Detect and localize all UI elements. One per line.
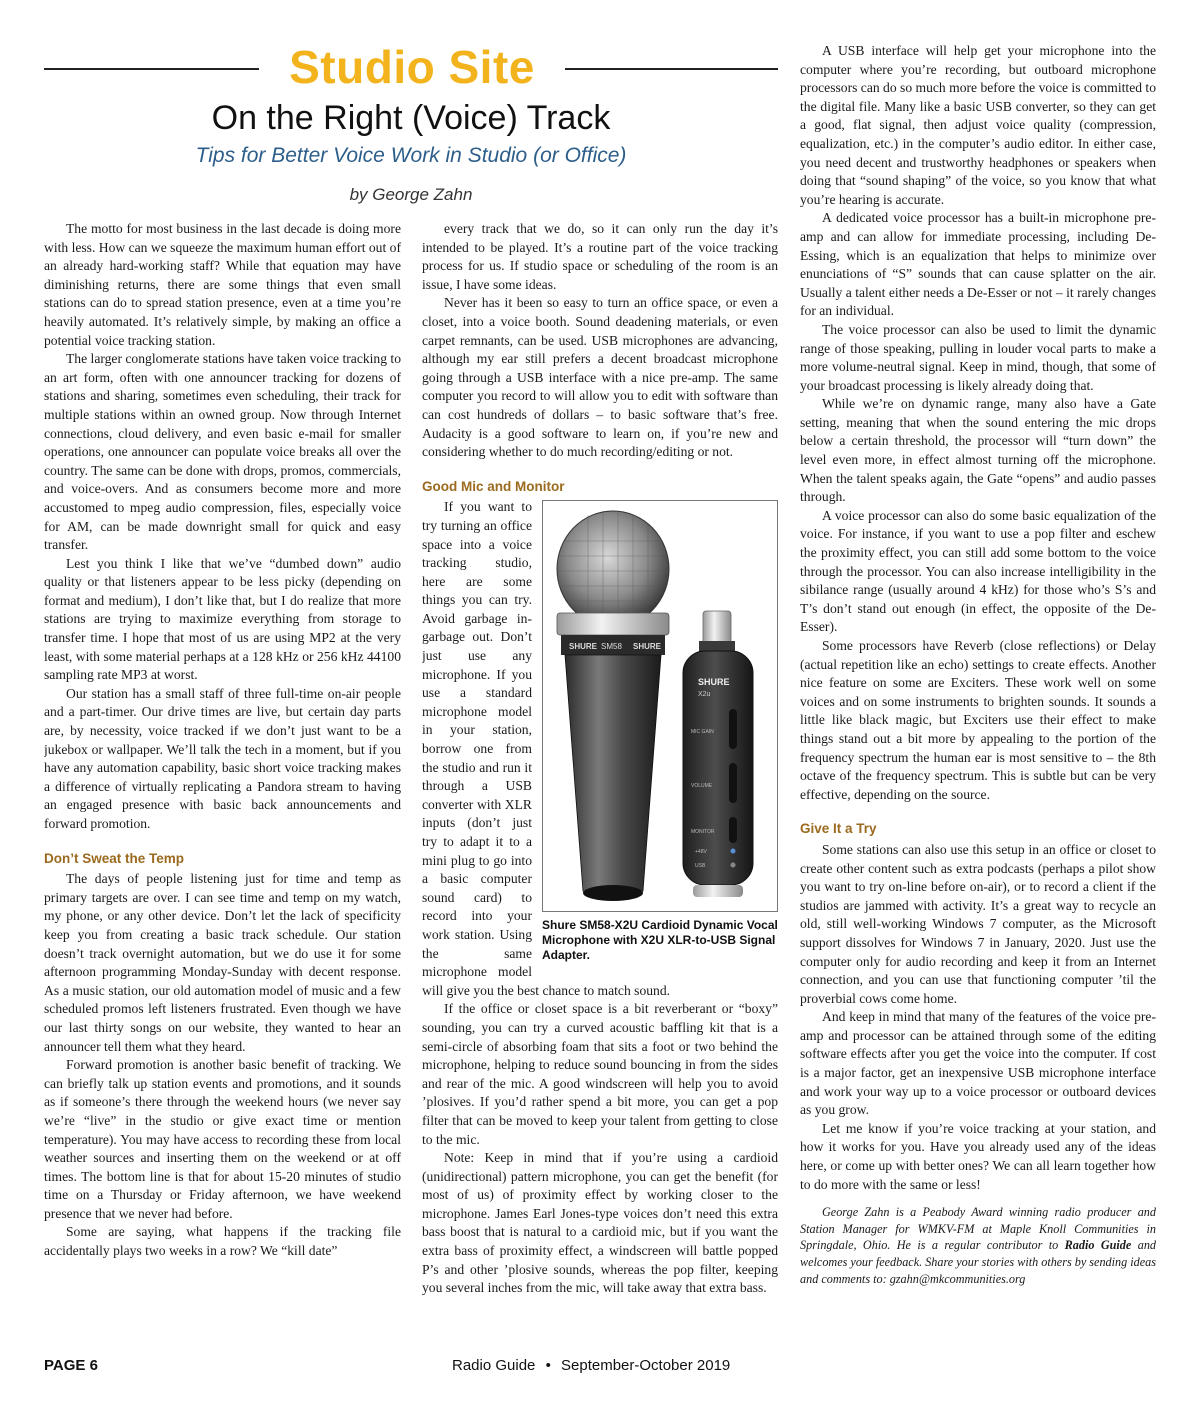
paragraph: A voice processor can also do some basic equalization of the voice. For instance, if you want to use a pop filter and eschew the proximity effect, you can still add some bottom to the voice through the processor. You can also increase intelligibility in the sibilance range (usually around 4 kHz) for those who’s S’s and T’s don’t stand out enough (in effect, the opposite of the De-Esser).: [800, 507, 1156, 635]
paragraph: Let me know if you’re voice tracking at your station, and how it works for you. Have you already used any of the ideas here, or come up with better ones? We can all learn together how to do more with the same or less!: [800, 1120, 1156, 1192]
mic-gain-label: MIC GAIN: [691, 729, 714, 736]
monitor-label: MONITOR: [691, 829, 715, 836]
mic-model-label: SM58: [601, 642, 622, 652]
paragraph-text: If you want to try turning an office space into a voice tracking studio, here are some things you can try. Avoid garbage in-garbage out. Don’t just use any microphone. If you use a standard microphone model in your station, borrow one from the studio and run it through a USB converter with XLR inputs (don’t just try to adapt it to a mini plug to go into a basic computer sound card) to record into your work station. Using the same microphone model will give you the best chance to match sound.: [422, 499, 671, 998]
article-column-2: [422, 220, 778, 1352]
section-heading: Don’t Sweat the Temp: [44, 850, 185, 866]
issue-date: September-October 2019: [561, 1357, 731, 1374]
author-bio-text: [800, 1204, 1156, 1287]
article-column-1: [44, 220, 401, 1352]
section-title: Studio Site: [289, 41, 535, 93]
paragraph: The larger conglomerate stations have taken voice tracking to an art form, often with one announcer tracking for dozens of stations and sharing, sometimes even scheduling, their track for multiple stations within an owned group. Now through Internet connections, cloud delivery, and even basic e-mail for smaller operations, one announcer can populate voice breaks all over the country. The same can be done with drops, promos, commercials, and voice-overs. And as consumers become more and more accustomed to mpeg audio compression, files, especially voice for AM, can be made downright small for quick and easy transfer.: [44, 351, 401, 553]
x2u-adapter: [683, 611, 753, 897]
folio-line: [452, 1357, 772, 1374]
bio-publication-name: Radio Guide: [1064, 1238, 1132, 1253]
paragraph: While we’re on dynamic range, many also have a Gate setting, meaning that when the sound entering the mic drops below a certain threshold, the processor will “turn down” the level even more, in effect almost turning off the microphone. When the talent speaks again, the Gate “opens” and audio passes through.: [800, 396, 1156, 505]
paragraph: Some processors have Reverb (close reflections) or Delay (actual repetition like an echo) settings to create effects. Another nice feature on some are Exciters. These work well on some voices and on some instruments to brighten sounds. It sounds a little like black magic, but Exciters use their effect to make things stand out a bit more by appealing to the portion of the frequency spectrum the human ear is most sensitive to – the 8th octave of the frequency spectrum. This is subtle but can be very effective, depending on the source.: [800, 638, 1156, 802]
author-bio: [800, 1204, 1156, 1287]
publication-name: Radio Guide: [452, 1357, 536, 1374]
bio-text-c: and welcomes your feedback. Share your stories with others by sending ideas and comments to: gzahn@mkcommunities.org: [800, 1238, 1156, 1286]
article-subhead: Tips for Better Voice Work in Studio (or Office): [195, 144, 627, 167]
usb-led-label: USB: [695, 863, 706, 870]
paragraph: The motto for most business in the last decade is doing more with less. How can we squeeze the maximum human effort out of an already hard-working staff? While that equation may have diminishing returns, there are some things that even small stations can do to spread station presence, even at a time you’re heavily automated. It’s relatively simple, by making an office a potential voice tracking station.: [44, 221, 401, 348]
paragraph: A USB interface will help get your microphone into the computer where you’re recording, but outboard microphone processors can do so much more before the voice is committed to the digital file. Many like a basic USB converter, so they can get a good, flat signal, then adjust voice quality (compression, equalization, etc.) in the computer’s audio editor. In either case, you need decent and trustworthy headphones or speakers when doing that “sound shaping” of the voice, so you know that what you’re hearing is accurate.: [800, 43, 1156, 207]
paragraph: Some stations can also use this setup in an office or closet to create other content such as extra podcasts (perhaps a pilot show you want to try on-line before on-air), or to record a client if the studios are jammed with activity. It’s a great way to recycle an old, still well-working Windows 7 computer, as the Microsoft support dissolves for Windows 7 in January, 2020. Just use the computer only for audio recording and keep it from an Internet connection, and you can use that functioning computer ’til the proverbial cows come home.: [800, 841, 1156, 1006]
section-heading: Give It a Try: [800, 821, 877, 837]
paragraph: Forward promotion is another basic benefit of tracking. We can briefly talk up station events and promotions, and it sounds as if someone’s there through the weekend hours (we never say we’re “live” in the studio or give exact time or mention temperature). You may have access to recording these from local weather sources and inserting them on the weekend or at off times. The bottom line is that for about 15-20 minutes of studio time on a Thursday or Friday afternoon, we have weekend presence that we never had before.: [44, 1057, 401, 1221]
article-column-3: [800, 42, 1156, 1352]
paragraph: A dedicated voice processor has a built-in microphone pre-amp and can allow for immediate processing, including De-Essing, which is an equalization that helps to minimize over enunciations of “S” sounds that can cause splatter on the air. Usually a talent either needs a De-Esser or not – it rarely changes for an individual.: [800, 210, 1156, 319]
usb-led-icon: [731, 863, 736, 868]
title-rule-left: [44, 68, 259, 70]
paragraph: The days of people listening just for time and temp as primary targets are over. I can see time and temp on my watch, my phone, or any other device. Don’t let the lack of specificity keep you from creating a basic track schedule. Our station doesn’t track overnight automation, but we do use it for some afternoon programming Monday-Sunday with decent response. As a music station, our old automation model of music and a few scheduled promos left listeners frustrated. Even though we have our last thirty songs on our website, they wanted to hear an announcer tell them what they heard.: [44, 871, 401, 1054]
phantom-led-icon: [731, 849, 736, 854]
paragraph: Some are saying, what happens if the tracking file accidentally plays two weeks in a row? We “kill date”: [44, 1224, 401, 1259]
folio-separator: •: [545, 1357, 551, 1374]
section-heading: Good Mic and Monitor: [422, 478, 565, 494]
adapter-model-label: X2u: [698, 691, 711, 699]
sm58-microphone: [557, 511, 669, 901]
bio-text-a: George Zahn is a Peabody Award winning radio producer and Station Manager for WMKV-FM at Maple Knoll Communities in Springdale, Ohio. He is a regular contributor to: [800, 1205, 1156, 1253]
paragraph: Our station has a small staff of three full-time on-air people and a part-timer. Our drive times are live, but certain day parts are, by necessity, voice tracked if we don’t just want to be a jukebox or wallpaper. We’ll talk the tech in a moment, but if you have any automation capability, basic short voice tracking makes a difference of virtually replicating a Pandora stream to having an engaged presence with basic back announcements and forward promotion.: [44, 685, 401, 831]
paragraph: Never has it been so easy to turn an office space, or even a closet, into a voice booth. Sound deadening materials, or even carpet remnants, can be used. USB microphones are advancing, although my ear still prefers a decent broadcast microphone going through a USB interface with a nice pre-amp. The same computer you record to will allow you to edit with software than can cost hundreds of dollars – to basic software that’s free. Audacity is a good software to learn on, if you’re new and considering whether to do much recording/editing or not.: [422, 295, 778, 460]
adapter-brand-label: SHURE: [698, 677, 730, 688]
article-headline: On the Right (Voice) Track: [211, 99, 611, 137]
phantom-led-label: +48V: [695, 849, 707, 856]
paragraph-start: [422, 498, 778, 1000]
paragraph: The voice processor can also be used to limit the dynamic range of those speaking, pulling in louder vocal parts to make a more volume-neutral signal. Keep in mind, though, that some of your broadcast processing is likely already doing that.: [800, 321, 1156, 393]
paragraph: Note: Keep in mind that if you’re using a cardioid (unidirectional) pattern microphone, you can get the benefit (for most of us) of proximity effect by working closer to the microphone. James Earl Jones-type voices don’t need this extra bass boost that is natural to a cardioid mic, but if you want the extra bass of proximity effect, a windscreen will battle popped P’s and other ’plosive sounds, whereas the pop filter, keeping you several inches from the mic, will take away that extra bass.: [422, 1150, 778, 1296]
microphone-and-adapter-illustration: [543, 501, 777, 911]
title-rule-right: [565, 68, 778, 70]
paragraph: every track that we do, so it can only run the day it’s intended to be played. It’s a routine part of the voice tracking process for us. If studio space or scheduling of the room is an issue, I have some ideas.: [422, 221, 778, 292]
volume-label: VOLUME: [691, 783, 713, 790]
product-photo-box: [542, 500, 778, 968]
article-byline: by George Zahn: [349, 185, 473, 204]
mic-brand-label-2: SHURE: [633, 642, 662, 652]
photo-caption: Shure SM58-X2U Cardioid Dynamic Vocal Microphone with X2U XLR-to-USB Signal Adapter.: [542, 918, 778, 963]
page-number: PAGE 6: [44, 1357, 98, 1374]
paragraph: If the office or closet space is a bit reverberant or “boxy” sounding, you can try a curved acoustic baffling kit that is a semi-circle of absorbing foam that sits a foot or two behind the microphone, helping to reduce sound bouncing in from the sides and rear of the mic. A good windscreen will help you to avoid ’plosives. If you’d rather spend a bit more, you can get a pop filter that can be moved to keep your talent from getting to close to the mic.: [422, 1001, 778, 1147]
mic-brand-label: SHURE: [569, 642, 598, 652]
paragraph: Lest you think I like that we’ve “dumbed down” audio quality or that listeners appear to be less picky (depending on format and medium), I don’t like that, but I do realize that more stations are trying to maximize everything from storage to transfer time. I hope that most of us are using MP2 at the very least, with some material perhaps at a 128 kHz or 256 kHz 44100 sampling rate MP3 at worst.: [44, 555, 401, 683]
paragraph: And keep in mind that many of the features of the voice pre-amp and processor can be attained through some of the editing software effects after you get the voice into the computer. If cost is a major factor, get an inexpensive USB microphone interface and work your way up to a voice processor or outboard devices as you grow.: [800, 1009, 1156, 1118]
product-photo: [542, 500, 778, 912]
